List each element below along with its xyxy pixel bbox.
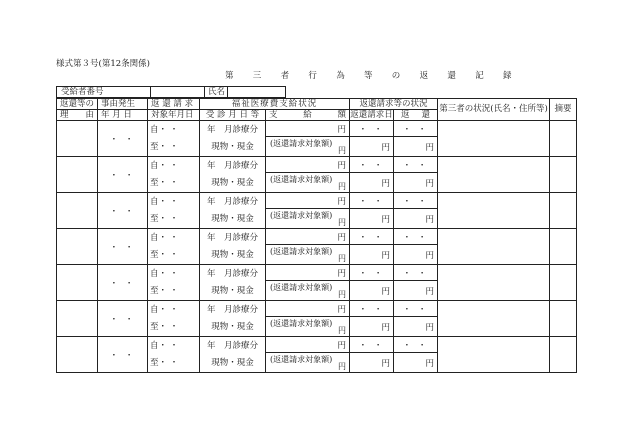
third-party-cell[interactable] [438,229,550,265]
claim-period-cell[interactable] [148,121,200,157]
header-occurrence-2 [98,110,148,121]
claim-amount-cell[interactable] [266,209,350,229]
benefit-amount-cell[interactable]: 円 [266,337,350,353]
claim-date-cell[interactable]: ・ ・ [350,301,394,317]
return-date-cell[interactable]: ・ ・ [394,157,438,173]
record-row-top [57,193,577,209]
claim-amount-note: (返還請求対象額) [270,175,333,184]
kind-label: 現物・現金 [211,177,254,188]
claim-amount-note: (返還請求対象額) [270,319,333,328]
record-row-top [57,157,577,173]
claim-amount-yen: 円 [338,146,347,155]
return-yen-cell[interactable]: 円 [394,173,438,193]
from-date: 自・ ・ [150,196,179,207]
recipient-name-label: 氏名 [208,87,226,97]
claim-amount-cell[interactable] [266,245,350,265]
claim-period-cell[interactable] [148,157,200,193]
return-yen-cell[interactable]: 円 [394,317,438,337]
visit-month-cell[interactable] [200,337,266,373]
claim-amount-yen: 円 [338,254,347,263]
claim-yen-cell[interactable]: 円 [350,245,394,265]
month-label: 年 月診療分 [207,196,259,207]
claim-yen-cell[interactable]: 円 [350,173,394,193]
benefit-amount-cell[interactable]: 円 [266,157,350,173]
month-label: 年 月診療分 [207,232,259,243]
claim-amount-cell[interactable] [266,137,350,157]
month-label: 年 月診療分 [207,304,259,315]
visit-month-cell[interactable] [200,157,266,193]
remarks-cell[interactable] [550,337,577,373]
remarks-cell[interactable] [550,229,577,265]
header-remarks: 摘要 [550,99,577,121]
divider [150,87,151,97]
benefit-amount-cell[interactable]: 円 [266,301,350,317]
reason-cell[interactable] [57,301,98,337]
claim-amount-yen: 円 [338,182,347,191]
to-date: 至・ ・ [150,285,179,296]
claim-period-cell[interactable] [148,229,200,265]
claim-date-cell[interactable]: ・ ・ [350,121,394,137]
divider [204,87,205,97]
recipient-header-row [56,86,286,98]
reason-cell[interactable] [57,157,98,193]
record-row-top [57,265,577,281]
claim-period-cell[interactable] [148,193,200,229]
claim-amount-note: (返還請求対象額) [270,139,333,148]
month-label: 年 月診療分 [207,340,259,351]
claim-period-cell[interactable] [148,337,200,373]
kind-label: 現物・現金 [211,321,254,332]
claim-amount-note: (返還請求対象額) [270,247,333,256]
remarks-cell[interactable] [550,121,577,157]
reason-cell[interactable] [57,229,98,265]
header-claim-2 [148,110,200,121]
visit-month-cell[interactable] [200,121,266,157]
visit-month-cell[interactable] [200,301,266,337]
claim-amount-cell[interactable] [266,317,350,337]
header-claim-period [148,99,200,110]
return-record-table [56,98,577,373]
occurrence-date-cell[interactable]: ・ ・ [98,301,148,337]
claim-yen-cell[interactable]: 円 [350,281,394,301]
recipient-number-label: 受給者番号 [61,87,104,97]
header-claim-date: 返還請求日 [350,109,393,120]
occurrence-date-cell[interactable]: ・ ・ [98,337,148,373]
return-yen-cell[interactable]: 円 [394,281,438,301]
header-amount-a: 支 [269,109,278,120]
from-date: 自・ ・ [150,160,179,171]
header-occurrence-l2: 年 月 日 [101,109,132,120]
header-amount-c: 額 [337,109,346,120]
header-occurrence-date [98,99,148,110]
header-visit-date: 受 診 月 日 等 [200,110,266,121]
header-returned-a: 返 [401,109,410,120]
return-date-cell[interactable]: ・ ・ [394,121,438,137]
header-occurrence-l1: 事由発生 [101,98,136,109]
reason-cell[interactable] [57,193,98,229]
claim-amount-cell[interactable] [266,353,350,373]
claim-amount-cell[interactable] [266,281,350,301]
third-party-cell[interactable] [438,157,550,193]
form-number: 様式第３号(第12条関係) [56,59,150,69]
occurrence-date-cell[interactable]: ・ ・ [98,157,148,193]
claim-period-cell[interactable] [148,301,200,337]
third-party-cell[interactable] [438,193,550,229]
return-date-cell[interactable]: ・ ・ [394,265,438,281]
header-reason [57,99,98,110]
visit-month-cell[interactable] [200,229,266,265]
header-amount-b: 給 [303,109,312,120]
third-party-cell[interactable] [438,337,550,373]
kind-label: 現物・現金 [211,357,254,368]
remarks-cell[interactable] [550,265,577,301]
document-title: 第 三 者 行 為 等 の 返 還 記 録 [225,71,520,81]
claim-date-cell[interactable]: ・ ・ [350,337,394,353]
to-date: 至・ ・ [150,213,179,224]
header-claim-l1: 返 還 請 求 [151,98,194,109]
remarks-cell[interactable] [550,157,577,193]
return-yen-cell[interactable]: 円 [394,245,438,265]
month-label: 年 月診療分 [207,268,259,279]
remarks-cell[interactable] [550,301,577,337]
return-yen-cell[interactable]: 円 [394,353,438,373]
to-date: 至・ ・ [150,141,179,152]
return-date-cell[interactable]: ・ ・ [394,193,438,209]
header-return-status: 返還請求等の状況 [350,99,438,110]
claim-yen-cell[interactable]: 円 [350,317,394,337]
divider [227,87,228,97]
return-date-cell[interactable]: ・ ・ [394,229,438,245]
to-date: 至・ ・ [150,321,179,332]
header-reason-l1: 返還等の [60,98,95,109]
month-label: 年 月診療分 [207,160,259,171]
visit-month-cell[interactable] [200,193,266,229]
from-date: 自・ ・ [150,124,179,135]
claim-amount-yen: 円 [338,326,347,335]
header-row-1 [57,99,577,110]
claim-yen-cell[interactable]: 円 [350,353,394,373]
from-date: 自・ ・ [150,232,179,243]
occurrence-date-cell[interactable]: ・ ・ [98,265,148,301]
claim-yen-cell[interactable]: 円 [350,137,394,157]
reason-cell[interactable] [57,265,98,301]
benefit-amount-cell[interactable]: 円 [266,193,350,209]
record-row-top [57,229,577,245]
benefit-amount-cell[interactable]: 円 [266,121,350,137]
claim-amount-note: (返還請求対象額) [270,283,333,292]
kind-label: 現物・現金 [211,213,254,224]
return-yen-cell[interactable]: 円 [394,137,438,157]
occurrence-date-cell[interactable]: ・ ・ [98,193,148,229]
occurrence-date-cell[interactable]: ・ ・ [98,229,148,265]
from-date: 自・ ・ [150,340,179,351]
claim-amount-yen: 円 [338,218,347,227]
remarks-cell[interactable] [550,193,577,229]
claim-period-cell[interactable] [148,265,200,301]
kind-label: 現物・現金 [211,249,254,260]
to-date: 至・ ・ [150,177,179,188]
claim-date-cell[interactable]: ・ ・ [350,157,394,173]
reason-cell[interactable] [57,337,98,373]
claim-date-cell[interactable]: ・ ・ [350,229,394,245]
return-yen-cell[interactable]: 円 [394,209,438,229]
claim-date-cell[interactable]: ・ ・ [350,265,394,281]
claim-date-cell[interactable]: ・ ・ [350,193,394,209]
claim-amount-yen: 円 [338,362,347,371]
third-party-cell[interactable] [438,121,550,157]
record-row-top [57,121,577,137]
occurrence-date-cell[interactable]: ・ ・ [98,121,148,157]
header-benefit-status: 福祉医療費支給状況 [200,99,350,110]
header-reason-2 [57,110,98,121]
claim-amount-cell[interactable] [266,173,350,193]
claim-amount-note: (返還請求対象額) [270,355,333,364]
third-party-cell[interactable] [438,301,550,337]
benefit-amount-cell[interactable]: 円 [266,229,350,245]
from-date: 自・ ・ [150,268,179,279]
to-date: 至・ ・ [150,249,179,260]
return-date-cell[interactable]: ・ ・ [394,301,438,317]
claim-yen-cell[interactable]: 円 [350,209,394,229]
third-party-cell[interactable] [438,265,550,301]
month-label: 年 月診療分 [207,124,259,135]
return-date-cell[interactable]: ・ ・ [394,337,438,353]
header-returned-b: 還 [421,109,431,120]
header-returned [394,110,438,121]
reason-cell[interactable] [57,121,98,157]
claim-amount-yen: 円 [338,290,347,299]
to-date: 至・ ・ [150,357,179,368]
header-claim-l2: 対象年月日 [151,109,194,120]
from-date: 自・ ・ [150,304,179,315]
header-benefit-amount [266,110,350,121]
header-reason-l2: 理 由 [60,109,95,120]
claim-amount-note: (返還請求対象額) [270,211,333,220]
benefit-amount-cell[interactable]: 円 [266,265,350,281]
record-row-top [57,337,577,353]
visit-month-cell[interactable] [200,265,266,301]
kind-label: 現物・現金 [211,285,254,296]
header-third-party: 第三者の状況(氏名・住所等) [438,99,550,121]
kind-label: 現物・現金 [211,141,254,152]
record-row-top [57,301,577,317]
